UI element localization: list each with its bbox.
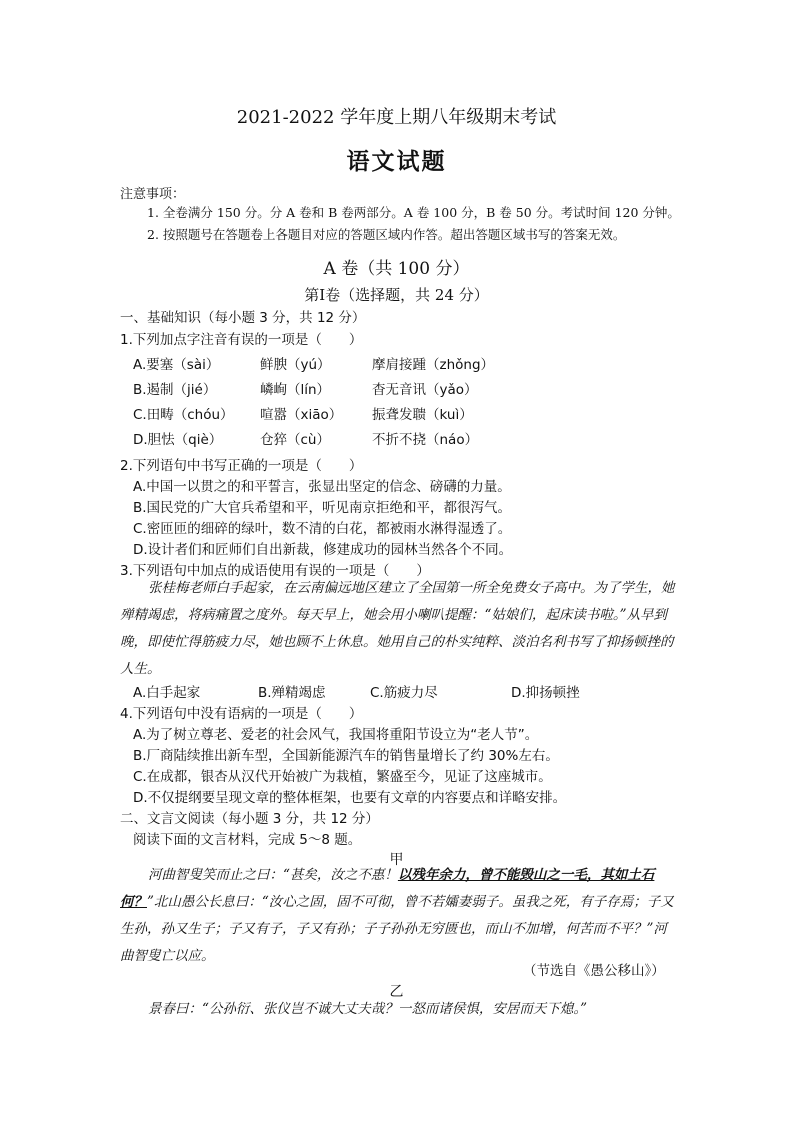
notice-label: 注意事项： bbox=[120, 187, 186, 202]
q1-option: 喧嚣（xiāo） bbox=[260, 407, 343, 423]
q2-option: B.国民党的广大官兵希望和平，听见南京拒绝和平，都很泻气。 bbox=[133, 500, 512, 516]
q3-passage: 张桂梅老师白手起家，在云南偏远地区建立了全国第一所全免费女子高中。为了学生，她殚精竭虑，将病痛置之度外。每天早上，她会用小喇叭提醒：“姑娘们，起床读书啦。”从早到晚，即使忙得筋疲力尽，她也顾不上休息。她用自己的朴实纯粹、淡泊名利书写了抑扬顿挫的人生。 bbox=[120, 580, 675, 677]
part1-title: 第Ⅰ卷（选择题，共 24 分） bbox=[304, 286, 489, 304]
q3-option: A.白手起家 bbox=[133, 685, 201, 701]
section2-title: 二、文言文阅读（每小题 3 分，共 12 分） bbox=[120, 811, 379, 827]
q4-option: D.不仅提纲要呈现文章的整体框架，也要有文章的内容要点和详略安排。 bbox=[133, 790, 567, 806]
q3-option: B.殚精竭虑 bbox=[258, 685, 326, 701]
q1-option: 不折不挠（náo） bbox=[372, 432, 479, 448]
q3-option: D.抑扬顿挫 bbox=[511, 685, 580, 701]
q1-option: 摩肩接踵（zhǒng） bbox=[372, 357, 495, 373]
passage-yi: 景春曰：“公孙衍、张仪岂不诚大丈夫哉？一怒而诸侯惧，安居而天下熄。” bbox=[148, 1001, 588, 1017]
passage-jia-source: （节选自《愚公移山》） bbox=[523, 963, 665, 979]
q3-option: C.筋疲力尽 bbox=[370, 685, 438, 701]
passage-yi-mark: 乙 bbox=[389, 984, 404, 1000]
q4-option: A.为了树立尊老、爱老的社会风气，我国将重阳节设立为“老人节”。 bbox=[133, 727, 539, 743]
q2-option: D.设计者们和匠师们自出新裁，修建成功的园林当然各个不同。 bbox=[133, 542, 513, 558]
q1-option: 鲜腴（yú） bbox=[260, 357, 331, 373]
q1-option: 振聋发聩（kuì） bbox=[372, 407, 473, 423]
notice-item: 1. 全卷满分 150 分。分 A 卷和 B 卷两部分。A 卷 100 分，B 卷 50 分。考试时间 120 分钟。 bbox=[147, 205, 680, 220]
q1-option: 仓猝（cù） bbox=[260, 432, 330, 448]
passage-jia-mark: 甲 bbox=[389, 852, 404, 868]
exam-title: 2021-2022 学年度上期八年级期末考试 bbox=[236, 107, 557, 128]
notice-item: 2. 按照题号在答题卷上各题目对应的答题区域内作答。超出答题区域书写的答案无效。 bbox=[147, 227, 626, 242]
q2-stem: 2.下列语句中书写正确的一项是（ ） bbox=[120, 458, 363, 474]
q1-stem: 1.下列加点字注音有误的一项是（ ） bbox=[120, 332, 363, 348]
q1-option: A.要塞（sài） bbox=[133, 357, 220, 373]
q2-option: A.中国一以贯之的和平誓言，张显出坚定的信念、磅礴的力量。 bbox=[133, 479, 511, 495]
q3-stem: 3.下列语句中加点的成语使用有误的一项是（ ） bbox=[120, 563, 430, 579]
q1-option: C.田畴（chóu） bbox=[133, 407, 234, 423]
q1-option: D.胆怯（qiè） bbox=[133, 432, 223, 448]
passage-jia-prefix: 河曲智叟笑而止之曰：“甚矣，汝之不惠！ bbox=[148, 867, 398, 883]
passage-jia-underlined: 以残年余力，曾不能毁山之一毛，其如土石何？ bbox=[120, 867, 655, 910]
q4-option: B.厂商陆续推出新车型，全国新能源汽车的销售量增长了约 30%左右。 bbox=[133, 748, 559, 764]
exam-subtitle: 语文试题 bbox=[346, 148, 447, 175]
q1-option: 嶙峋（lín） bbox=[260, 382, 331, 398]
passage-jia-rest: ”北山愚公长息曰：“汝心之固，固不可彻，曾不若孀妻弱子。虽我之死，有子存焉；子又生孙，孙又生子；子又有子，子又有孙；子子孙孙无穷匮也，而山不加增，何苦而不平？”河曲智叟亡以应。 bbox=[120, 894, 674, 964]
passage-jia bbox=[120, 862, 675, 970]
q1-option: 杳无音讯（yǎo） bbox=[372, 382, 478, 398]
q1-option: B.遏制（jié） bbox=[133, 382, 217, 398]
volume-a-title: A 卷（共 100 分） bbox=[323, 259, 470, 279]
q2-option: C.密匝匝的细碎的绿叶，数不清的白花，都被雨水淋得湿透了。 bbox=[133, 521, 512, 537]
q4-stem: 4.下列语句中没有语病的一项是（ ） bbox=[120, 706, 363, 722]
section2-intro: 阅读下面的文言材料，完成 5～8 题。 bbox=[133, 832, 362, 848]
section1-title: 一、基础知识（每小题 3 分，共 12 分） bbox=[120, 310, 366, 326]
q4-option: C.在成都，银杏从汉代开始被广为栽植，繁盛至今，见证了这座城市。 bbox=[133, 769, 552, 785]
